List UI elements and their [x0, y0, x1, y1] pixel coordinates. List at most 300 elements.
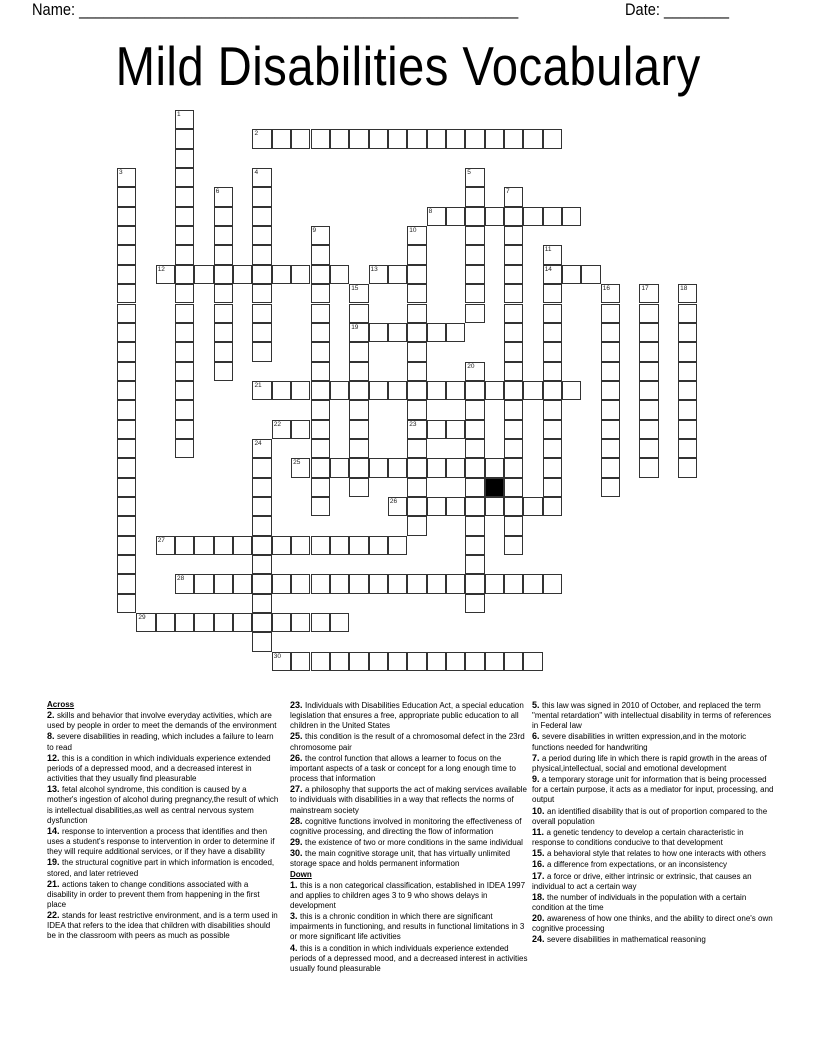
grid-cell[interactable] [233, 574, 252, 593]
grid-cell[interactable] [465, 555, 484, 574]
grid-cell[interactable] [175, 362, 194, 381]
grid-cell[interactable] [214, 613, 233, 632]
grid-cell[interactable] [388, 323, 407, 342]
grid-cell[interactable] [485, 497, 504, 516]
grid-cell[interactable] [523, 652, 542, 671]
grid-cell[interactable] [562, 265, 581, 284]
grid-cell[interactable] [543, 323, 562, 342]
grid-cell[interactable] [504, 652, 523, 671]
grid-cell[interactable] [504, 439, 523, 458]
grid-cell[interactable] [562, 207, 581, 226]
grid-cell[interactable] [601, 323, 620, 342]
grid-cell[interactable] [504, 478, 523, 497]
grid-cell[interactable] [465, 400, 484, 419]
grid-cell[interactable] [117, 245, 136, 264]
grid-cell[interactable] [407, 478, 426, 497]
grid-cell[interactable] [117, 458, 136, 477]
grid-cell[interactable] [465, 362, 484, 381]
grid-cell[interactable] [446, 652, 465, 671]
grid-cell[interactable] [214, 536, 233, 555]
grid-cell[interactable] [117, 574, 136, 593]
grid-cell[interactable] [407, 497, 426, 516]
grid-cell[interactable] [349, 284, 368, 303]
grid-cell[interactable] [427, 381, 446, 400]
grid-cell[interactable] [601, 478, 620, 497]
grid-cell[interactable] [369, 129, 388, 148]
grid-cell[interactable] [175, 381, 194, 400]
grid-cell[interactable] [311, 536, 330, 555]
grid-cell[interactable] [407, 400, 426, 419]
grid-cell[interactable] [349, 478, 368, 497]
grid-cell[interactable] [407, 226, 426, 245]
grid-cell[interactable] [523, 129, 542, 148]
grid-cell[interactable] [369, 536, 388, 555]
grid-cell[interactable] [252, 594, 271, 613]
grid-cell[interactable] [156, 613, 175, 632]
grid-cell[interactable] [601, 439, 620, 458]
grid-cell[interactable] [427, 458, 446, 477]
grid-cell[interactable] [446, 381, 465, 400]
grid-cell[interactable] [136, 613, 155, 632]
grid-cell[interactable] [427, 420, 446, 439]
grid-cell[interactable] [175, 187, 194, 206]
grid-cell[interactable] [504, 245, 523, 264]
grid-cell[interactable] [369, 458, 388, 477]
grid-cell[interactable] [465, 420, 484, 439]
grid-cell[interactable] [252, 381, 271, 400]
grid-cell[interactable] [388, 129, 407, 148]
grid-cell[interactable] [543, 381, 562, 400]
grid-cell[interactable] [543, 362, 562, 381]
grid-cell[interactable] [407, 439, 426, 458]
grid-cell[interactable] [465, 594, 484, 613]
grid-cell[interactable] [349, 362, 368, 381]
grid-cell[interactable] [214, 187, 233, 206]
grid-cell[interactable] [252, 458, 271, 477]
grid-cell[interactable] [465, 304, 484, 323]
grid-cell[interactable] [175, 536, 194, 555]
grid-cell[interactable] [388, 652, 407, 671]
grid-cell[interactable] [465, 574, 484, 593]
grid-cell[interactable] [504, 574, 523, 593]
grid-cell[interactable] [504, 458, 523, 477]
grid-cell[interactable] [543, 245, 562, 264]
grid-cell[interactable] [194, 536, 213, 555]
grid-cell[interactable] [407, 284, 426, 303]
grid-cell[interactable] [272, 420, 291, 439]
grid-cell[interactable] [407, 362, 426, 381]
grid-cell[interactable] [543, 342, 562, 361]
grid-cell[interactable] [465, 652, 484, 671]
grid-cell[interactable] [194, 613, 213, 632]
grid-cell[interactable] [504, 516, 523, 535]
grid-cell[interactable] [465, 516, 484, 535]
grid-cell[interactable] [349, 342, 368, 361]
grid-cell[interactable] [117, 497, 136, 516]
grid-cell[interactable] [523, 381, 542, 400]
grid-cell[interactable] [175, 245, 194, 264]
grid-cell[interactable] [485, 574, 504, 593]
grid-cell[interactable] [175, 613, 194, 632]
grid-cell[interactable] [485, 458, 504, 477]
grid-cell[interactable] [252, 439, 271, 458]
grid-cell[interactable] [291, 381, 310, 400]
grid-cell[interactable] [639, 458, 658, 477]
grid-cell[interactable] [639, 284, 658, 303]
grid-cell[interactable] [349, 536, 368, 555]
grid-cell[interactable] [504, 536, 523, 555]
grid-cell[interactable] [117, 342, 136, 361]
grid-cell[interactable] [214, 342, 233, 361]
grid-cell[interactable] [485, 207, 504, 226]
grid-cell[interactable] [369, 323, 388, 342]
grid-cell[interactable] [272, 381, 291, 400]
grid-cell[interactable] [291, 652, 310, 671]
grid-cell[interactable] [291, 265, 310, 284]
grid-cell[interactable] [388, 536, 407, 555]
grid-cell[interactable] [311, 342, 330, 361]
grid-cell[interactable] [330, 458, 349, 477]
grid-cell[interactable] [214, 323, 233, 342]
grid-cell[interactable] [252, 613, 271, 632]
grid-cell[interactable] [349, 439, 368, 458]
grid-cell[interactable] [639, 439, 658, 458]
grid-cell[interactable] [543, 478, 562, 497]
grid-cell[interactable] [252, 245, 271, 264]
grid-cell[interactable] [601, 362, 620, 381]
grid-cell[interactable] [601, 381, 620, 400]
grid-cell[interactable] [252, 284, 271, 303]
grid-cell[interactable] [252, 323, 271, 342]
grid-cell[interactable] [117, 478, 136, 497]
grid-cell[interactable] [504, 497, 523, 516]
grid-cell[interactable] [311, 323, 330, 342]
grid-cell[interactable] [349, 304, 368, 323]
grid-cell[interactable] [601, 284, 620, 303]
grid-cell[interactable] [117, 323, 136, 342]
grid-cell[interactable] [678, 420, 697, 439]
grid-cell[interactable] [504, 187, 523, 206]
grid-cell[interactable] [678, 439, 697, 458]
grid-cell[interactable] [175, 574, 194, 593]
grid-cell[interactable] [427, 129, 446, 148]
grid-cell[interactable] [252, 516, 271, 535]
grid-cell[interactable] [117, 555, 136, 574]
grid-cell[interactable] [311, 478, 330, 497]
grid-cell[interactable] [485, 381, 504, 400]
grid-cell[interactable] [678, 284, 697, 303]
grid-cell[interactable] [485, 652, 504, 671]
grid-cell[interactable] [330, 129, 349, 148]
grid-cell[interactable] [252, 207, 271, 226]
grid-cell[interactable] [601, 458, 620, 477]
grid-cell[interactable] [427, 207, 446, 226]
grid-cell[interactable] [446, 129, 465, 148]
grid-cell[interactable] [465, 478, 484, 497]
grid-cell[interactable] [504, 226, 523, 245]
grid-cell[interactable] [388, 497, 407, 516]
grid-cell[interactable] [349, 420, 368, 439]
grid-cell[interactable] [601, 304, 620, 323]
grid-cell[interactable] [407, 516, 426, 535]
grid-cell[interactable] [639, 304, 658, 323]
grid-cell[interactable] [311, 652, 330, 671]
grid-cell[interactable] [504, 323, 523, 342]
grid-cell[interactable] [117, 168, 136, 187]
grid-cell[interactable] [504, 129, 523, 148]
grid-cell[interactable] [504, 400, 523, 419]
grid-cell[interactable] [504, 342, 523, 361]
grid-cell[interactable] [330, 613, 349, 632]
grid-cell[interactable] [194, 265, 213, 284]
grid-cell[interactable] [175, 149, 194, 168]
grid-cell[interactable] [252, 574, 271, 593]
grid-cell[interactable] [311, 458, 330, 477]
grid-cell[interactable] [349, 458, 368, 477]
grid-cell[interactable] [117, 187, 136, 206]
grid-cell[interactable] [117, 284, 136, 303]
grid-cell[interactable] [543, 265, 562, 284]
grid-cell[interactable] [349, 381, 368, 400]
grid-cell[interactable] [601, 420, 620, 439]
grid-cell[interactable] [175, 323, 194, 342]
grid-cell[interactable] [330, 265, 349, 284]
grid-cell[interactable] [543, 420, 562, 439]
grid-cell[interactable] [311, 284, 330, 303]
grid-cell[interactable] [523, 497, 542, 516]
grid-cell[interactable] [175, 265, 194, 284]
grid-cell[interactable] [639, 400, 658, 419]
grid-cell[interactable] [465, 245, 484, 264]
grid-cell[interactable] [330, 536, 349, 555]
grid-cell[interactable] [291, 536, 310, 555]
grid-cell[interactable] [678, 458, 697, 477]
grid-cell[interactable] [117, 594, 136, 613]
grid-cell[interactable] [330, 652, 349, 671]
grid-cell[interactable] [349, 400, 368, 419]
grid-cell[interactable] [175, 420, 194, 439]
grid-cell[interactable] [272, 652, 291, 671]
grid-cell[interactable] [252, 226, 271, 245]
grid-cell[interactable] [639, 420, 658, 439]
grid-cell[interactable] [369, 574, 388, 593]
grid-cell[interactable] [175, 168, 194, 187]
grid-cell[interactable] [407, 574, 426, 593]
grid-cell[interactable] [117, 381, 136, 400]
grid-cell[interactable] [562, 381, 581, 400]
grid-cell[interactable] [427, 323, 446, 342]
grid-cell[interactable] [465, 226, 484, 245]
grid-cell[interactable] [465, 187, 484, 206]
grid-cell[interactable] [194, 574, 213, 593]
grid-cell[interactable] [504, 420, 523, 439]
grid-cell[interactable] [523, 574, 542, 593]
grid-cell[interactable] [117, 536, 136, 555]
grid-cell[interactable] [311, 381, 330, 400]
grid-cell[interactable] [311, 245, 330, 264]
grid-cell[interactable] [581, 265, 600, 284]
grid-cell[interactable] [117, 226, 136, 245]
grid-cell[interactable] [504, 265, 523, 284]
grid-cell[interactable] [311, 362, 330, 381]
grid-cell[interactable] [291, 420, 310, 439]
grid-cell[interactable] [330, 574, 349, 593]
grid-cell[interactable] [678, 400, 697, 419]
grid-cell[interactable] [388, 458, 407, 477]
grid-cell[interactable] [252, 478, 271, 497]
grid-cell[interactable] [214, 265, 233, 284]
grid-cell[interactable] [252, 265, 271, 284]
grid-cell[interactable] [311, 439, 330, 458]
grid-cell[interactable] [407, 342, 426, 361]
grid-cell[interactable] [465, 439, 484, 458]
grid-cell[interactable] [252, 187, 271, 206]
grid-cell[interactable] [504, 284, 523, 303]
grid-cell[interactable] [175, 284, 194, 303]
grid-cell[interactable] [233, 265, 252, 284]
grid-cell[interactable] [465, 207, 484, 226]
grid-cell[interactable] [678, 323, 697, 342]
grid-cell[interactable] [272, 613, 291, 632]
grid-cell[interactable] [156, 265, 175, 284]
grid-cell[interactable] [543, 439, 562, 458]
grid-cell[interactable] [175, 207, 194, 226]
grid-cell[interactable] [175, 342, 194, 361]
grid-cell[interactable] [272, 536, 291, 555]
grid-cell[interactable] [639, 342, 658, 361]
grid-cell[interactable] [369, 652, 388, 671]
grid-cell[interactable] [175, 110, 194, 129]
grid-cell[interactable] [543, 207, 562, 226]
grid-cell[interactable] [214, 362, 233, 381]
grid-cell[interactable] [272, 265, 291, 284]
grid-cell[interactable] [427, 497, 446, 516]
grid-cell[interactable] [543, 497, 562, 516]
grid-cell[interactable] [639, 362, 658, 381]
grid-cell[interactable] [156, 536, 175, 555]
grid-cell[interactable] [504, 362, 523, 381]
grid-cell[interactable] [504, 381, 523, 400]
grid-cell[interactable] [427, 574, 446, 593]
grid-cell[interactable] [311, 400, 330, 419]
grid-cell[interactable] [252, 342, 271, 361]
grid-cell[interactable] [465, 265, 484, 284]
grid-cell[interactable] [291, 129, 310, 148]
grid-cell[interactable] [214, 207, 233, 226]
grid-cell[interactable] [407, 304, 426, 323]
grid-cell[interactable] [349, 129, 368, 148]
grid-cell[interactable] [349, 574, 368, 593]
grid-cell[interactable] [252, 497, 271, 516]
grid-cell[interactable] [311, 613, 330, 632]
grid-cell[interactable] [407, 652, 426, 671]
grid-cell[interactable] [214, 304, 233, 323]
grid-cell[interactable] [465, 284, 484, 303]
grid-cell[interactable] [678, 342, 697, 361]
grid-cell[interactable] [272, 574, 291, 593]
grid-cell[interactable] [175, 304, 194, 323]
grid-cell[interactable] [311, 265, 330, 284]
grid-cell[interactable] [252, 129, 271, 148]
grid-cell[interactable] [291, 458, 310, 477]
grid-cell[interactable] [117, 420, 136, 439]
grid-cell[interactable] [311, 226, 330, 245]
grid-cell[interactable] [117, 304, 136, 323]
grid-cell[interactable] [311, 129, 330, 148]
grid-cell[interactable] [349, 652, 368, 671]
grid-cell[interactable] [601, 400, 620, 419]
grid-cell[interactable] [465, 129, 484, 148]
grid-cell[interactable] [639, 323, 658, 342]
grid-cell[interactable] [233, 613, 252, 632]
grid-cell[interactable] [504, 304, 523, 323]
grid-cell[interactable] [175, 439, 194, 458]
grid-cell[interactable] [117, 439, 136, 458]
grid-cell[interactable] [465, 458, 484, 477]
grid-cell[interactable] [601, 342, 620, 361]
grid-cell[interactable] [407, 381, 426, 400]
grid-cell[interactable] [175, 226, 194, 245]
grid-cell[interactable] [388, 381, 407, 400]
grid-cell[interactable] [291, 613, 310, 632]
grid-cell[interactable] [117, 265, 136, 284]
grid-cell[interactable] [117, 516, 136, 535]
grid-cell[interactable] [117, 400, 136, 419]
grid-cell[interactable] [446, 323, 465, 342]
grid-cell[interactable] [252, 632, 271, 651]
grid-cell[interactable] [485, 129, 504, 148]
grid-cell[interactable] [291, 574, 310, 593]
grid-cell[interactable] [639, 381, 658, 400]
grid-cell[interactable] [388, 574, 407, 593]
grid-cell[interactable] [252, 168, 271, 187]
grid-cell[interactable] [543, 574, 562, 593]
grid-cell[interactable] [311, 420, 330, 439]
grid-cell[interactable] [504, 207, 523, 226]
grid-cell[interactable] [678, 381, 697, 400]
grid-cell[interactable] [678, 362, 697, 381]
grid-cell[interactable] [311, 304, 330, 323]
grid-cell[interactable] [446, 574, 465, 593]
grid-cell[interactable] [407, 129, 426, 148]
grid-cell[interactable] [117, 362, 136, 381]
grid-cell[interactable] [446, 458, 465, 477]
grid-cell[interactable] [407, 458, 426, 477]
grid-cell[interactable] [311, 574, 330, 593]
grid-cell[interactable] [407, 265, 426, 284]
grid-cell[interactable] [543, 400, 562, 419]
grid-cell[interactable] [369, 381, 388, 400]
grid-cell[interactable] [446, 207, 465, 226]
grid-cell[interactable] [465, 497, 484, 516]
grid-cell[interactable] [252, 536, 271, 555]
grid-cell[interactable] [465, 536, 484, 555]
grid-cell[interactable] [543, 458, 562, 477]
grid-cell[interactable] [214, 226, 233, 245]
grid-cell[interactable] [465, 381, 484, 400]
grid-cell[interactable] [427, 652, 446, 671]
grid-cell[interactable] [214, 284, 233, 303]
grid-cell[interactable] [388, 265, 407, 284]
grid-cell[interactable] [175, 129, 194, 148]
grid-cell[interactable] [272, 129, 291, 148]
grid-cell[interactable] [543, 284, 562, 303]
grid-cell[interactable] [369, 265, 388, 284]
grid-cell[interactable] [543, 129, 562, 148]
grid-cell[interactable] [117, 207, 136, 226]
grid-cell[interactable] [233, 536, 252, 555]
grid-cell[interactable] [446, 420, 465, 439]
